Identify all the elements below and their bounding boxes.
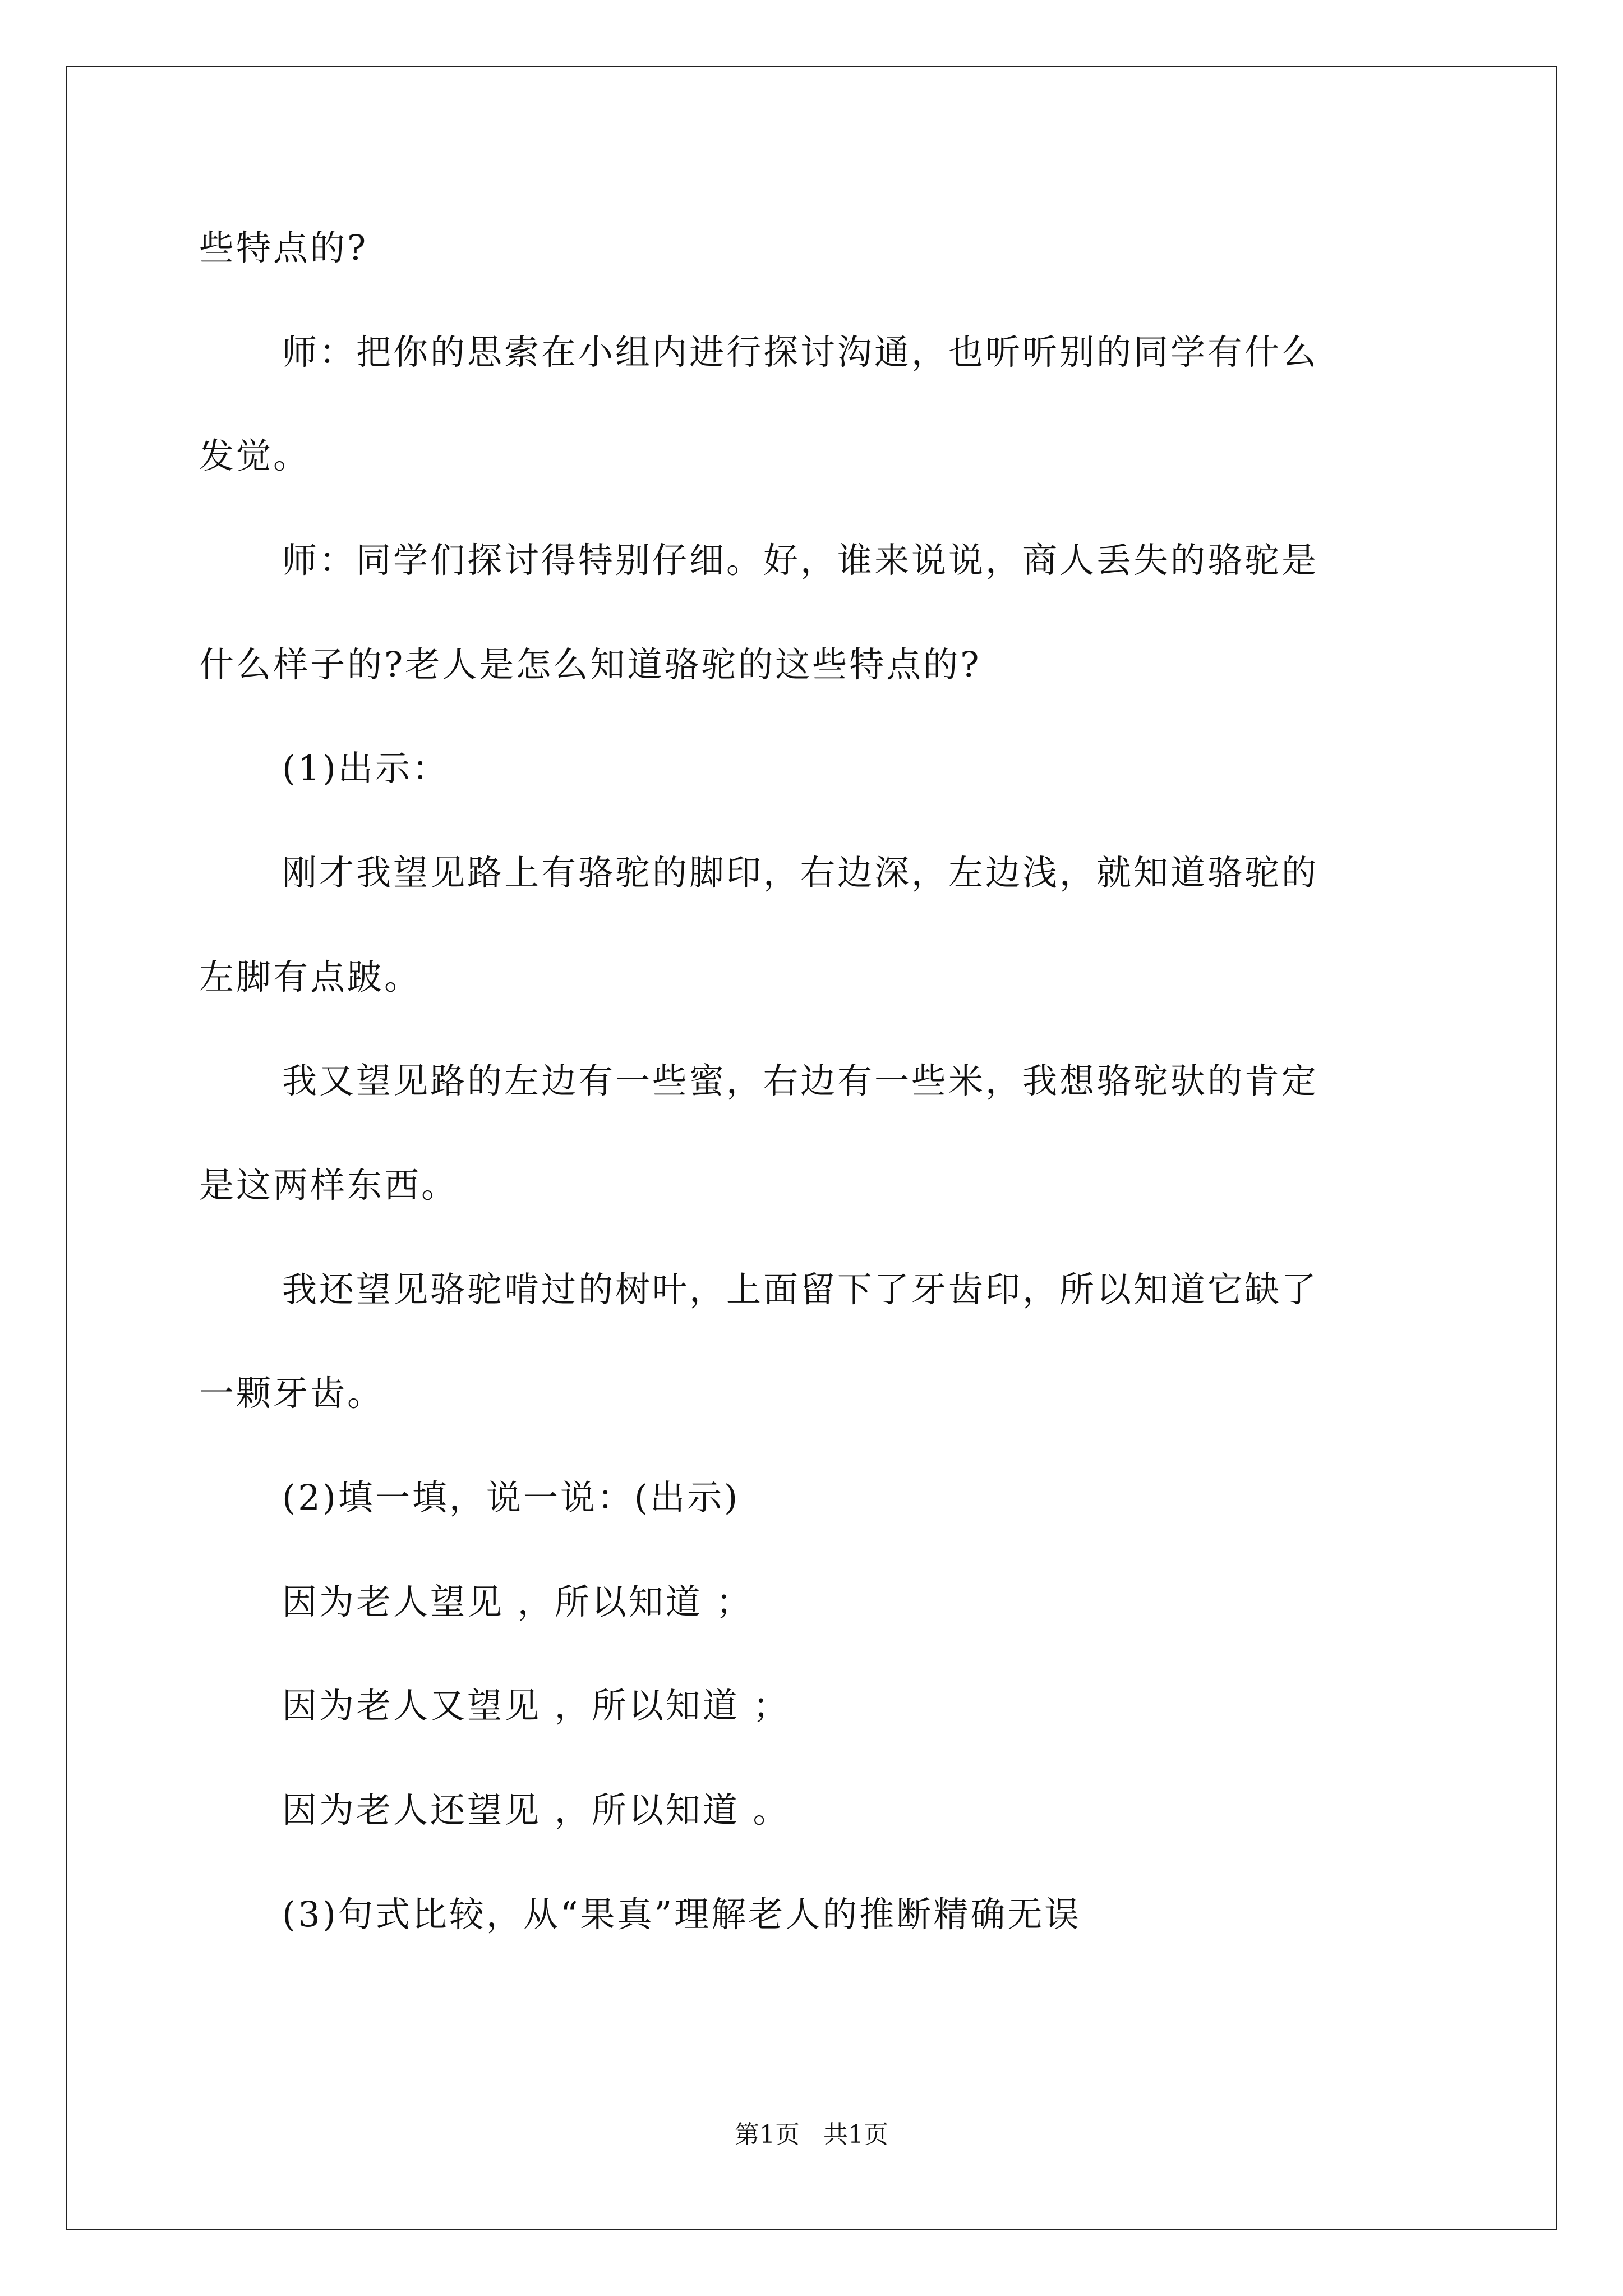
text-line-9: 我又望见路的左边有一些蜜，右边有一些米，我想骆驼驮的肯定 (282, 1060, 1319, 1101)
text-line-1: 些特点的? (199, 227, 368, 268)
page-footer: 第1页 共1页 (735, 2120, 888, 2149)
text-line-15: 因为老人又望见 ，所以知道 ； (282, 1685, 790, 1726)
text-line-2: 师：把你的思索在小组内进行探讨沟通，也听听别的同学有什么 (282, 332, 1319, 372)
text-line-14: 因为老人望见 ，所以知道 ； (282, 1581, 753, 1622)
text-line-3: 发觉。 (199, 435, 311, 476)
text-line-12: 一颗牙齿。 (199, 1373, 385, 1414)
text-line-8: 左脚有点跛。 (199, 956, 422, 997)
text-line-5: 什么样子的?老人是怎么知道骆驼的这些特点的? (199, 644, 981, 685)
text-line-6: (1)出示： (282, 748, 449, 789)
text-line-16: 因为老人还望见 ，所以知道 。 (282, 1789, 790, 1830)
text-line-17: (3)句式比较，从“果真”理解老人的推断精确无误 (282, 1894, 1082, 1935)
text-line-11: 我还望见骆驼啃过的树叶，上面留下了牙齿印，所以知道它缺了 (282, 1269, 1319, 1310)
text-line-10: 是这两样东西。 (199, 1165, 459, 1205)
text-line-13: (2)填一填，说一说：(出示) (282, 1477, 740, 1518)
text-line-7: 刚才我望见路上有骆驼的脚印，右边深，左边浅，就知道骆驼的 (282, 852, 1319, 893)
text-line-4: 师：同学们探讨得特别仔细。好，谁来说说，商人丢失的骆驼是 (282, 540, 1319, 581)
